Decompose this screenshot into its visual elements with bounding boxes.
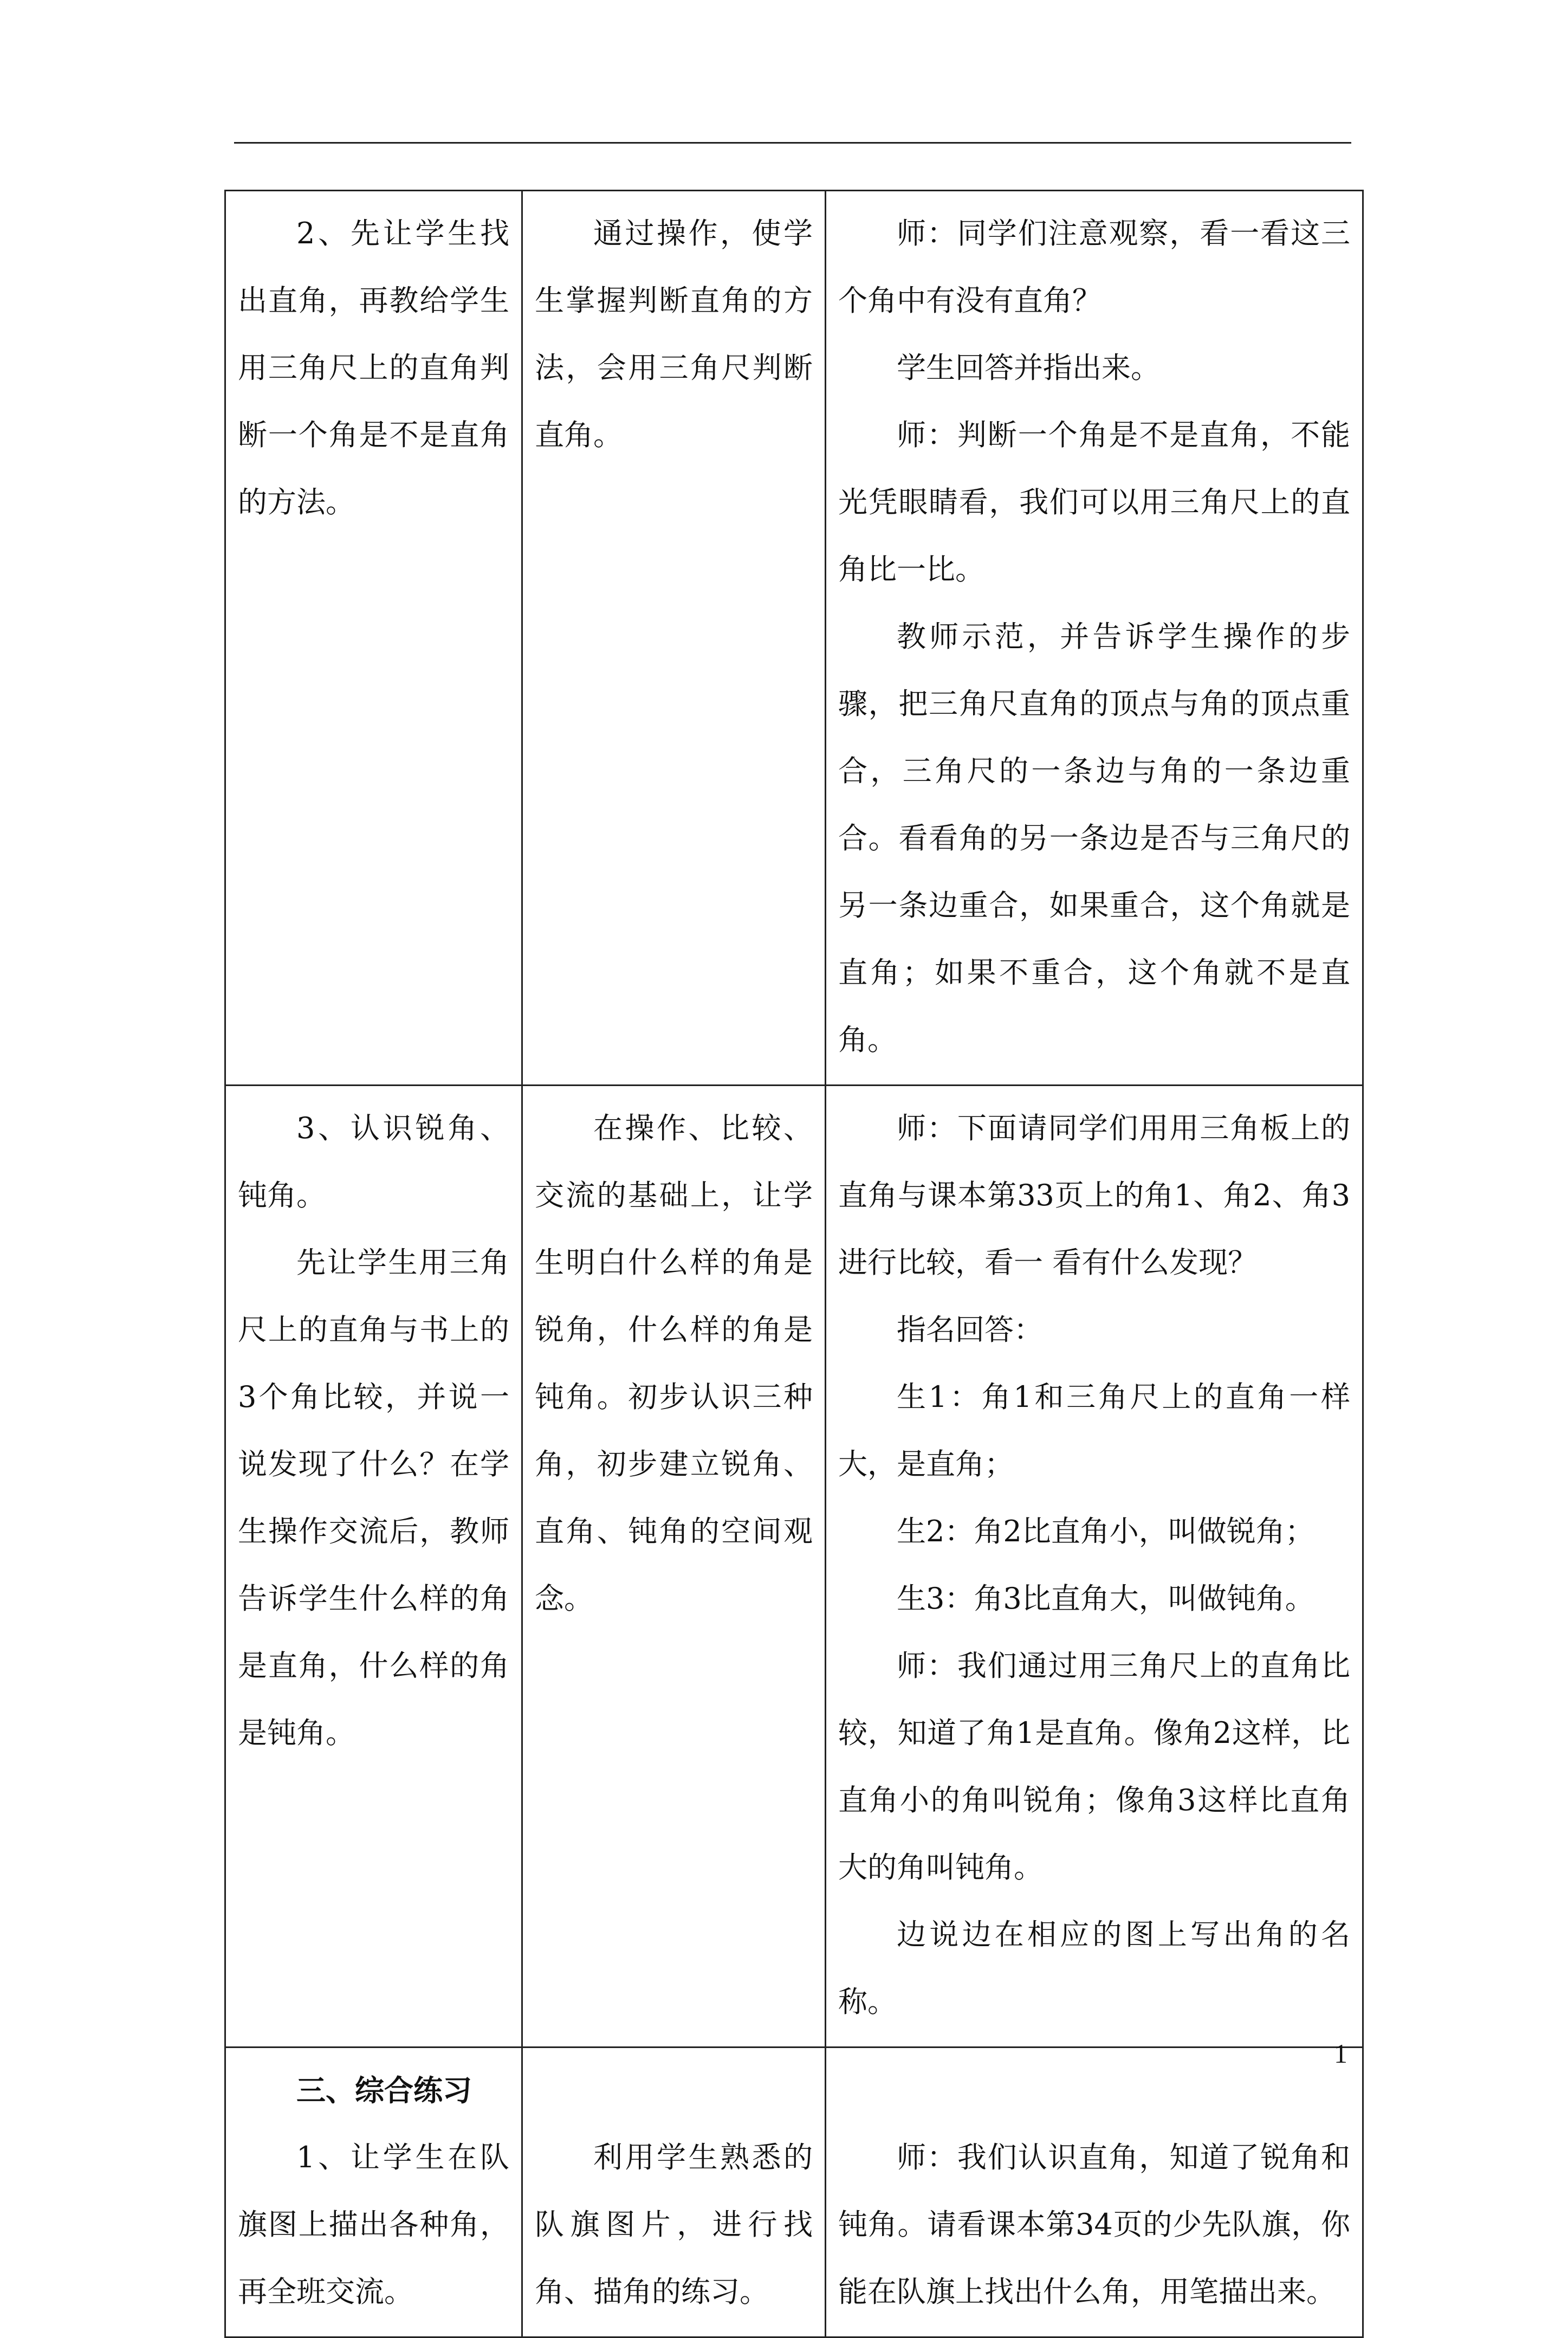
paragraph: 生2：角2比直角小，叫做锐角；	[897, 1514, 1314, 1548]
table-cell	[225, 1086, 522, 2048]
paragraph: 教师示范，并告诉学生操作的步骤，把三角尺直角的顶点与角的顶点重合，三角尺的一条边与角的一条边重合。看看角的另一条边是否与三角尺的另一条边重合，如果重合，这个角就是直角；如果不重合，这个角就不是直角。	[838, 619, 1350, 1057]
table-cell	[522, 2048, 826, 2337]
paragraph: 师：判断一个角是不是直角，不能光凭眼睛看，我们可以用三角尺上的直角比一比。	[838, 418, 1350, 586]
header-rule	[234, 142, 1351, 144]
page-number: 1	[1334, 2038, 1347, 2069]
paragraph: 2、先让学生找出直角，再教给学生用三角尺上的直角判断一个角是不是直角的方法。	[238, 216, 509, 519]
paragraph: 生3：角3比直角大，叫做钝角。	[897, 1581, 1314, 1616]
section-heading: 三、综合练习	[296, 2073, 472, 2108]
paragraph: 1、让学生在队旗图上描出各种角，再全班交流。	[238, 2140, 509, 2309]
table-cell	[225, 2048, 522, 2337]
table-row	[225, 1086, 1363, 2048]
paragraph: 师：我们认识直角，知道了锐角和钝角。请看课本第34页的少先队旗，你能在队旗上找出什么角，用笔描出来。	[838, 2140, 1350, 2309]
paragraph: 利用学生熟悉的队旗图片，进行找角、描角的练习。	[535, 2140, 813, 2309]
table-cell	[522, 191, 826, 1086]
paragraph: 学生回答并指出来。	[897, 351, 1160, 385]
paragraph: 通过操作，使学生掌握判断直角的方法，会用三角尺判断直角。	[535, 216, 813, 452]
table-row	[225, 2048, 1363, 2337]
paragraph: 师：我们通过用三角尺上的直角比较，知道了角1是直角。像角2这样，比直角小的角叫锐角；像角3这样比直角大的角叫钝角。	[838, 1649, 1350, 1884]
table-cell	[826, 1086, 1363, 2048]
paragraph: 在操作、比较、交流的基础上，让学生明白什么样的角是锐角，什么样的角是钝角。初步认识三种角，初步建立锐角、直角、钝角的空间观念。	[535, 1111, 813, 1616]
paragraph: 生1：角1和三角尺上的直角一样大，是直角；	[838, 1380, 1350, 1481]
paragraph: 3、认识锐角、钝角。	[238, 1111, 509, 1212]
paragraph: 师：同学们注意观察，看一看这三个角中有没有直角？	[838, 216, 1350, 318]
paragraph: 边说边在相应的图上写出角的名称。	[838, 1917, 1350, 2019]
table-cell	[826, 2048, 1363, 2337]
paragraph: 先让学生用三角尺上的直角与书上的3个角比较，并说一说发现了什么？在学生操作交流后，教师告诉学生什么样的角是直角，什么样的角是钝角。	[238, 1245, 509, 1750]
paragraph: 指名回答：	[897, 1313, 1043, 1347]
table-cell	[225, 191, 522, 1086]
table-row	[225, 191, 1363, 1086]
table-cell	[826, 191, 1363, 1086]
table-cell	[522, 1086, 826, 2048]
lesson-table	[224, 190, 1364, 2338]
paragraph: 师：下面请同学们用用三角板上的直角与课本第33页上的角1、角2、角3进行比较，看一 看有什么发现？	[838, 1111, 1350, 1280]
